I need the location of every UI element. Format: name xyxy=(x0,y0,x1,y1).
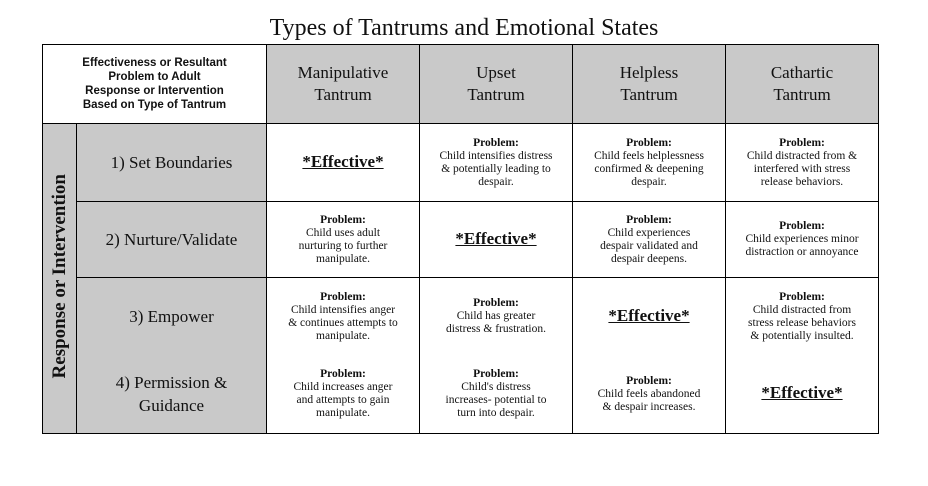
problem-text: Child has greater xyxy=(456,310,536,323)
problem-text: despair. xyxy=(631,175,667,188)
table-cell xyxy=(420,202,573,278)
problem-label: Problem: xyxy=(626,374,672,387)
document-title: Types of Tantrums and Emotional States xyxy=(269,15,659,41)
table-cell xyxy=(573,278,726,356)
problem-text: and attempts to gain xyxy=(296,394,390,407)
problem-label: Problem: xyxy=(779,290,825,303)
problem-text: despair. xyxy=(478,175,514,188)
corner-line: Problem to Adult xyxy=(108,71,201,83)
table-row xyxy=(43,202,879,278)
column-header-upset xyxy=(420,45,573,124)
problem-text: Child distracted from xyxy=(752,303,852,316)
table-cell xyxy=(267,124,420,202)
problem-text: turn into despair. xyxy=(457,407,535,420)
problem-text: manipulate. xyxy=(316,252,370,265)
problem-text: Child experiences xyxy=(607,226,691,239)
header-row xyxy=(43,45,879,124)
problem-label: Problem: xyxy=(779,220,825,232)
table-cell xyxy=(726,278,879,356)
table-cell xyxy=(573,202,726,278)
row-label-line: 4) Permission & xyxy=(115,373,228,393)
side-label-cell xyxy=(43,124,77,434)
table-cell xyxy=(726,124,879,202)
problem-label: Problem: xyxy=(779,136,825,149)
table-row xyxy=(43,356,879,434)
problem-text: Child intensifies anger xyxy=(290,303,396,316)
problem-label: Problem: xyxy=(320,213,366,226)
table-cell xyxy=(726,202,879,278)
row-label-set-boundaries xyxy=(77,124,267,202)
table-cell xyxy=(420,278,573,356)
column-header-line: Upset xyxy=(476,63,516,82)
table-cell xyxy=(726,356,879,434)
problem-text: Child feels abandoned xyxy=(597,387,701,400)
problem-text: & potentially leading to xyxy=(441,162,551,175)
problem-text: Child distracted from & xyxy=(746,149,858,162)
problem-text: manipulate. xyxy=(316,329,370,342)
problem-text: Child experiences minor xyxy=(745,233,859,245)
column-header-line: Tantrum xyxy=(620,85,678,104)
table-cell xyxy=(267,356,420,434)
table-cell xyxy=(573,356,726,434)
problem-text: interfered with stress xyxy=(753,162,851,175)
problem-text: Child intensifies distress xyxy=(439,149,553,162)
table-row xyxy=(43,124,879,202)
effective-label: *Effective* xyxy=(455,228,537,248)
column-header-line: Helpless xyxy=(619,63,679,82)
corner-header xyxy=(43,45,267,124)
row-label-line: 3) Empower xyxy=(129,307,214,327)
effective-label: *Effective* xyxy=(302,151,384,171)
problem-text: & potentially insulted. xyxy=(750,329,854,342)
tantrum-table xyxy=(42,44,879,434)
side-label: Response or Intervention xyxy=(48,173,70,379)
corner-line: Based on Type of Tantrum xyxy=(82,99,227,111)
problem-text: increases- potential to xyxy=(445,394,547,407)
corner-line: Effectiveness or Resultant xyxy=(82,57,227,69)
problem-text: Child increases anger xyxy=(293,381,393,394)
row-label-empower xyxy=(77,278,267,356)
problem-text: confirmed & deepening xyxy=(594,162,704,175)
effective-label: *Effective* xyxy=(761,383,843,403)
row-label-permission-guidance xyxy=(77,356,267,434)
column-header-cathartic xyxy=(726,45,879,124)
corner-line: Response or Intervention xyxy=(85,85,224,97)
problem-label: Problem: xyxy=(473,368,519,381)
problem-text: Child's distress xyxy=(461,381,531,394)
problem-text: stress release behaviors xyxy=(748,316,856,329)
column-header-helpless xyxy=(573,45,726,124)
table-cell xyxy=(267,278,420,356)
row-label-nurture-validate xyxy=(77,202,267,278)
problem-text: Child feels helplessness xyxy=(594,149,704,162)
column-header-line: Tantrum xyxy=(314,85,372,104)
problem-text: Child uses adult xyxy=(305,226,381,239)
row-label-line: Guidance xyxy=(138,396,205,416)
column-header-manipulative xyxy=(267,45,420,124)
row-label-line: 1) Set Boundaries xyxy=(110,153,233,172)
problem-text: manipulate. xyxy=(316,407,370,420)
problem-text: despair validated and xyxy=(600,239,698,252)
column-header-line: Tantrum xyxy=(467,85,525,104)
table-cell xyxy=(420,356,573,434)
problem-text: release behaviors. xyxy=(760,175,844,188)
table-cell xyxy=(420,124,573,202)
problem-label: Problem: xyxy=(320,368,366,381)
table-row xyxy=(43,278,879,356)
problem-label: Problem: xyxy=(320,290,366,303)
problem-text: & despair increases. xyxy=(602,400,696,413)
problem-label: Problem: xyxy=(626,136,672,149)
column-header-line: Manipulative xyxy=(297,63,389,82)
problem-text: nurturing to further xyxy=(298,239,388,252)
problem-label: Problem: xyxy=(626,213,672,226)
problem-text: distraction or annoyance xyxy=(745,246,859,258)
table-cell xyxy=(267,202,420,278)
problem-text: & continues attempts to xyxy=(288,316,398,329)
problem-text: distress & frustration. xyxy=(446,323,546,336)
row-label-line: 2) Nurture/Validate xyxy=(105,230,238,249)
table-cell xyxy=(573,124,726,202)
problem-label: Problem: xyxy=(473,297,519,310)
column-header-line: Tantrum xyxy=(773,85,831,104)
problem-text: despair deepens. xyxy=(611,252,687,265)
problem-label: Problem: xyxy=(473,136,519,149)
column-header-line: Cathartic xyxy=(770,63,834,82)
effective-label: *Effective* xyxy=(608,305,690,325)
